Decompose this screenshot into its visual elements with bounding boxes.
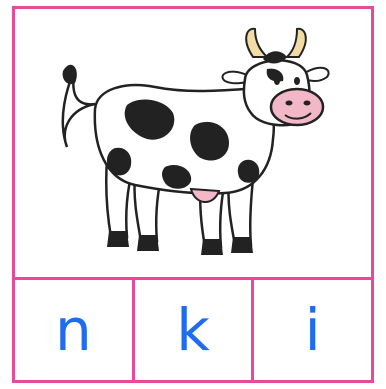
- letter-choice-i[interactable]: i: [251, 280, 371, 380]
- letter-choices: [15, 280, 371, 380]
- picture-panel: [15, 9, 371, 280]
- letter-choice-k[interactable]: k: [132, 280, 252, 380]
- cow-illustration: [15, 9, 371, 277]
- letter-choice-card: [12, 6, 374, 383]
- letter-choice-n[interactable]: n: [54, 296, 92, 364]
